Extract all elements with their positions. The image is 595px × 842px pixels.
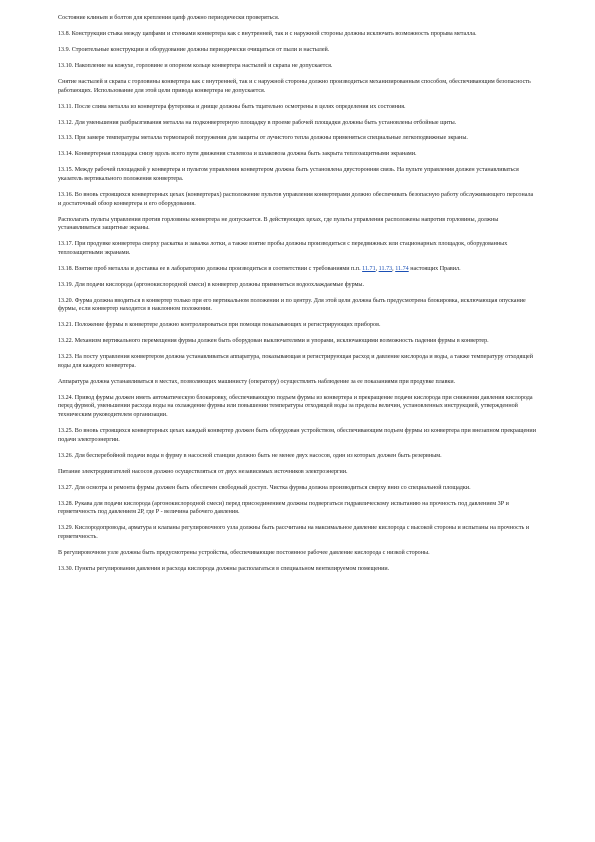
paragraph-13-13: 13.13. При замере температуры металла термопарой погружения для защиты от лучистого тепла должны применяться специальные легкоподвижные экраны. (58, 135, 468, 142)
paragraph-13-26-note: Питание электродвигателей насосов должно осуществляться от двух независимых источников электроэнергии. (58, 468, 348, 475)
link-11-73[interactable]: 11.73 (378, 265, 393, 272)
paragraph-13-17: 13.17. При продувке конвертера сверху раскатка и завалка лотки, а также взятие пробы должны производиться с передвижных или стационарных площадок, оборудованных теплозащитными экранами. (58, 241, 508, 256)
paragraph-13-23-note: Аппаратура должна устанавливаться в местах, позволяющих машинисту (оператору) осуществлять наблюдение за ее показаниями при продувке плавки. (58, 378, 456, 385)
paragraph-clamps-check: Состояние клиньев и болтов для крепления цапф должно периодически проверяться. (58, 15, 280, 21)
link-11-71[interactable]: 11.71 (362, 265, 376, 272)
paragraph-13-10-note: Снятие настылей и скрапа с горловины конвертера как с внутренней, так и с наружной стороны должно производиться механизированным способом, обеспечивающим безопасность работающих. Использование для этой цели привода конвертера не допускается. (58, 78, 531, 94)
paragraph-13-19: 13.19. Для подачи кислорода (аргонокислородной смеси) в конвертер должны применяться водоохлаждаемые фурмы. (58, 281, 365, 288)
link-separator: , (392, 265, 396, 272)
paragraph-13-22: 13.22. Механизм вертикального перемещения фурмы должен быть оборудован выключателями и упорами, исключающими возможность падения фурмы в конвертер. (58, 338, 489, 345)
paragraph-13-21: 13.21. Положение фурмы в конвертере должно контролироваться при помощи показывающих и регистрирующих приборов. (58, 322, 381, 329)
paragraph-13-18 (58, 265, 537, 274)
paragraph-13-20: 13.20. Фурма должна вводиться в конвертер только при его вертикальном положении и по центру. Для этой цели должна быть предусмотрена блокировка, исключающая опускание фурмы, если конвертер находится в наклонном положении. (58, 297, 526, 313)
paragraph-13-9: 13.9. Строительные конструкции и оборудование должны периодически очищаться от пыли и настылей. (58, 46, 330, 53)
paragraph-13-23: 13.23. На посту управления конвертером должна устанавливаться аппаратура, показывающая и регистрирующая расход и давление кислорода и воды, а также температуру отходящей воды для каждого конвертера. (58, 354, 533, 369)
paragraph-13-16-note: Располагать пульты управления против горловины конвертера не допускается. В действующих цехах, где пульты управления расположены напротив горловины, должны устанавливаться защитные экраны. (58, 216, 499, 232)
link-11-74[interactable]: 11.74 (395, 265, 409, 272)
paragraph-13-30: 13.30. Пункты регулирования давления и расхода кислорода должны располагаться в специальном вентилируемом помещении. (58, 565, 390, 572)
paragraph-13-25: 13.25. Во вновь строящихся конвертерных цехах каждый конвертер должен быть оборудован устройством, обеспечивающим подъем фурмы из конвертера при внезапном прекращении подачи электроэнергии. (58, 428, 536, 443)
paragraph-13-10: 13.10. Накопление на кожухе, горловине и опорном кольце конвертера настылей и скрапа не допускается. (58, 62, 333, 69)
paragraph-13-29: 13.29. Кислородопроводы, арматура и клапаны регулировочного узла должны быть рассчитаны на максимальное давление кислорода с высокой стороны и испытаны на прочность и герметичность. (58, 525, 530, 540)
paragraph-13-14: 13.14. Конвертерная площадка снизу вдоль всего пути движения сталевоза и шлаковоза должна быть закрыта теплозащитными экранами. (58, 151, 417, 158)
paragraph-13-18-tail: настоящих Правил. (408, 265, 461, 272)
paragraph-13-24: 13.24. Привод фурмы должен иметь автоматическую блокировку, обеспечивающую подъем фурмы из конвертера и прекращение подачи кислорода при снижении давления кислорода перед фурмой, уменьшении расхода воды на охлаждение фурмы или повышении температуры отходящей воды за пределы величин, установленных инструкцией, утвержденной техническим руководителем организации. (58, 394, 533, 419)
link-separator: , (375, 265, 379, 272)
paragraph-13-11: 13.11. После слива металла из конвертера футеровка и днище должны быть тщательно осмотрены в целях определения их состояния. (58, 103, 406, 110)
paragraph-13-28: 13.28. Рукава для подачи кислорода (аргонокислородной смеси) перед присоединением должны подвергаться гидравлическому испытанию на прочность под давлением 3Р и герметичность под давлением 2Р, где Р - величина рабочего давления. (58, 500, 509, 516)
paragraph-13-16: 13.16. Во вновь строящихся конвертерных цехах (конвертерах) расположение пультов управления конвертерами должно обеспечивать безопасную работу обслуживающего персонала и достаточный обзор конвертера и его оборудования. (58, 192, 534, 207)
paragraph-13-29-note: В регулировочном узле должны быть предусмотрены устройства, обеспечивающие постоянное рабочее давление кислорода с низкой стороны. (58, 549, 430, 556)
paragraph-13-26: 13.26. Для бесперебойной подачи воды в фурму в насосной станции должно быть не менее двух насосов, один из которых должен быть резервным. (58, 452, 442, 459)
paragraph-13-15: 13.15. Между рабочей площадкой у конвертера и пультом управления конвертером должна быть установлена двусторонняя связь. На пульте управления должен устанавливаться указатель вертикального положения конвертера. (58, 167, 519, 183)
paragraph-13-27: 13.27. Для осмотра и ремонта фурмы должен быть обеспечен свободный доступ. Чистка фурмы должна производиться сверху вниз со специальной площадки. (58, 484, 471, 491)
paragraph-13-8: 13.8. Конструкции стыка между цапфами и стенками конвертера как с внутренней, так и с наружной стороны должны исключать возможность прорыва металла. (58, 30, 477, 37)
paragraph-13-12: 13.12. Для уменьшения разбрызгивания металла на подконвертерную площадку в проеме рабочей площадки должны быть установлены отбойные щиты. (58, 119, 457, 126)
paragraph-13-18-text: 13.18. Взятие проб металла и доставка ее в лабораторию должны производиться в соответствии с требованиями п.п. (58, 265, 363, 272)
